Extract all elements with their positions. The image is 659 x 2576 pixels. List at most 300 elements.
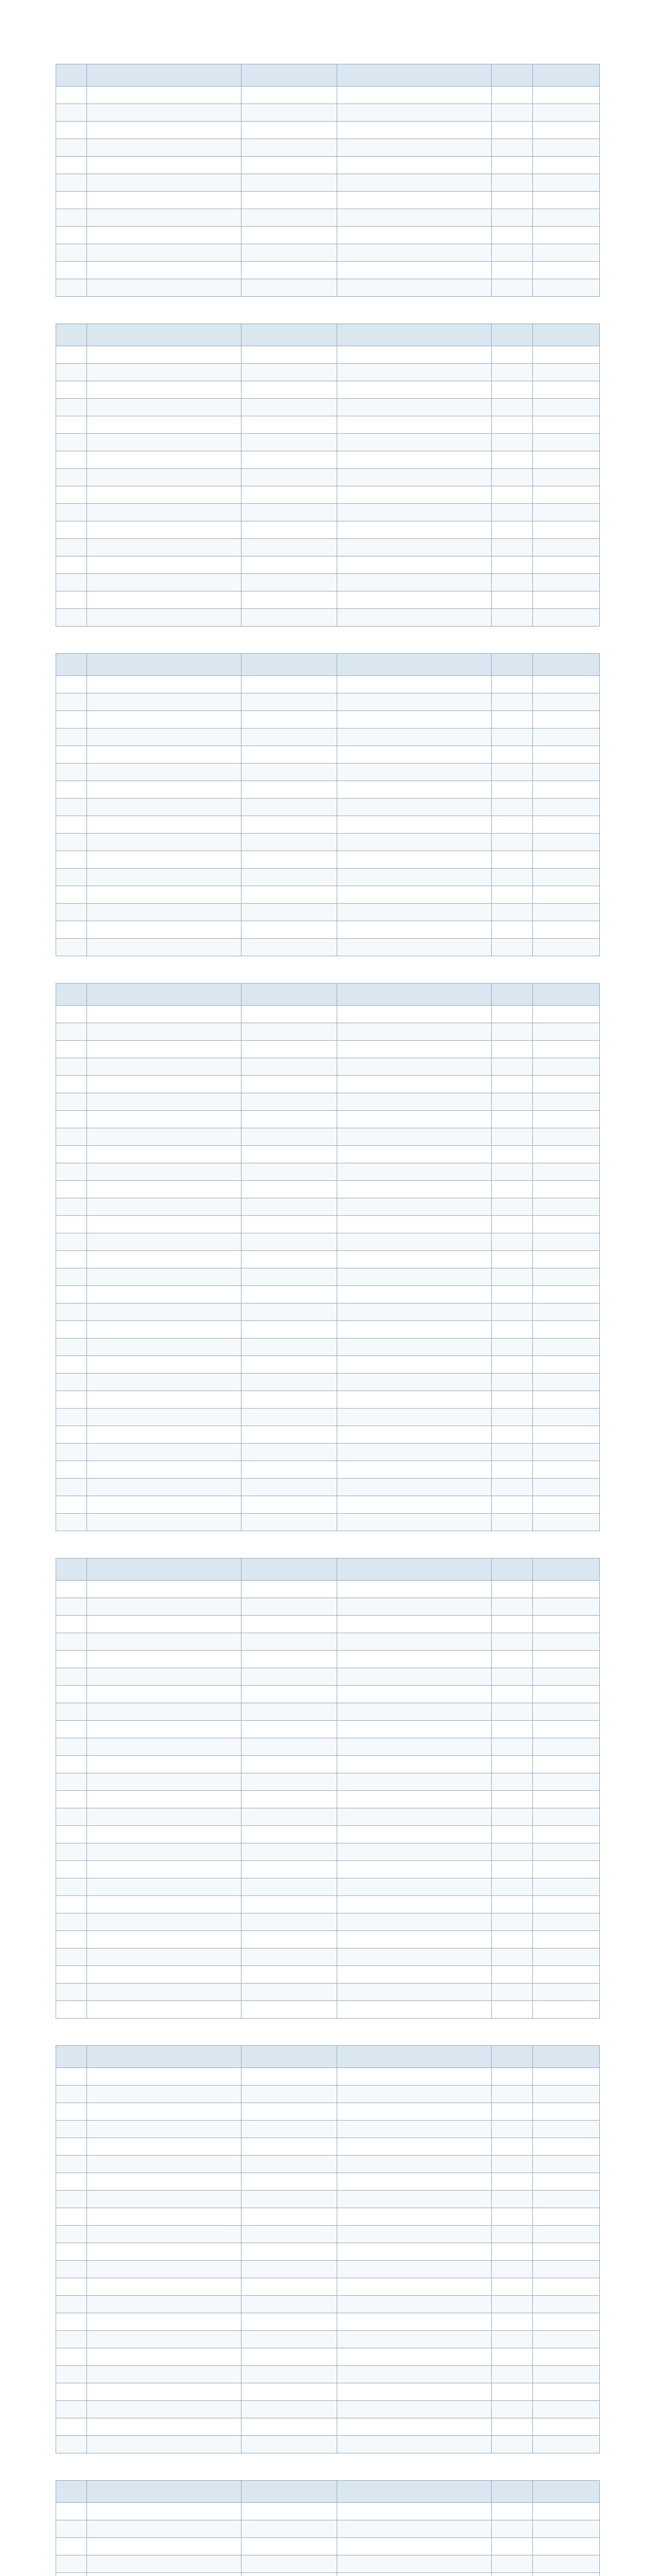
cell-number bbox=[56, 1426, 87, 1444]
cell-applicant bbox=[337, 1023, 492, 1041]
cell-origin bbox=[492, 1111, 533, 1128]
cell-applicant bbox=[337, 1721, 492, 1738]
cell-date bbox=[533, 851, 600, 869]
cell-applicant bbox=[337, 1668, 492, 1686]
cell-chinese-name bbox=[87, 1356, 241, 1374]
header-number bbox=[56, 654, 87, 676]
cell-origin bbox=[492, 556, 533, 574]
cell-applicant bbox=[337, 1163, 492, 1181]
cell-origin bbox=[492, 676, 533, 693]
cell-date bbox=[533, 2383, 600, 2401]
cell-applicant bbox=[337, 192, 492, 209]
cell-number bbox=[56, 816, 87, 834]
cell-applicant bbox=[337, 746, 492, 764]
cell-origin bbox=[492, 227, 533, 244]
cell-registration-number bbox=[241, 1651, 337, 1668]
cell-chinese-name bbox=[87, 2538, 241, 2555]
cell-registration-number bbox=[241, 2331, 337, 2348]
header-registration-number bbox=[241, 654, 337, 676]
header-applicant bbox=[337, 64, 492, 87]
cell-applicant bbox=[337, 157, 492, 174]
cell-chinese-name bbox=[87, 609, 241, 626]
cell-chinese-name bbox=[87, 1128, 241, 1146]
header-applicant bbox=[337, 2046, 492, 2068]
cell-registration-number bbox=[241, 711, 337, 728]
cell-number bbox=[56, 1616, 87, 1633]
cell-registration-number bbox=[241, 1686, 337, 1703]
cell-chinese-name bbox=[87, 209, 241, 227]
cell-registration-number bbox=[241, 227, 337, 244]
header-origin bbox=[492, 654, 533, 676]
cell-applicant bbox=[337, 2520, 492, 2538]
table-row bbox=[56, 2001, 600, 2019]
table-header-row bbox=[56, 324, 600, 346]
table-row bbox=[56, 799, 600, 816]
cell-chinese-name bbox=[87, 1843, 241, 1861]
table-row bbox=[56, 1966, 600, 1984]
cell-date bbox=[533, 1756, 600, 1773]
cell-applicant bbox=[337, 1703, 492, 1721]
table-row bbox=[56, 609, 600, 626]
cell-chinese-name bbox=[87, 1093, 241, 1111]
cell-date bbox=[533, 1896, 600, 1913]
cell-date bbox=[533, 2366, 600, 2383]
cell-applicant bbox=[337, 1931, 492, 1948]
cell-number bbox=[56, 2243, 87, 2261]
cell-date bbox=[533, 2538, 600, 2555]
table-row bbox=[56, 87, 600, 104]
table-row bbox=[56, 1374, 600, 1391]
cell-origin bbox=[492, 1651, 533, 1668]
cell-registration-number bbox=[241, 816, 337, 834]
cell-registration-number bbox=[241, 434, 337, 451]
cell-applicant bbox=[337, 1076, 492, 1093]
cell-date bbox=[533, 2418, 600, 2436]
cell-registration-number bbox=[241, 2436, 337, 2453]
cell-chinese-name bbox=[87, 244, 241, 262]
cell-origin bbox=[492, 1686, 533, 1703]
table-row bbox=[56, 2366, 600, 2383]
cell-date bbox=[533, 676, 600, 693]
cell-origin bbox=[492, 1581, 533, 1598]
cell-registration-number bbox=[241, 486, 337, 504]
table-row bbox=[56, 2313, 600, 2331]
header-chinese-name bbox=[87, 2046, 241, 2068]
cell-number bbox=[56, 1111, 87, 1128]
cell-registration-number bbox=[241, 609, 337, 626]
table-row bbox=[56, 886, 600, 904]
cell-applicant bbox=[337, 451, 492, 469]
cell-origin bbox=[492, 2121, 533, 2138]
table-row bbox=[56, 904, 600, 921]
cell-origin bbox=[492, 904, 533, 921]
cell-applicant bbox=[337, 1391, 492, 1409]
cell-registration-number bbox=[241, 728, 337, 746]
cell-date bbox=[533, 1773, 600, 1791]
table-row bbox=[56, 1444, 600, 1461]
cell-registration-number bbox=[241, 381, 337, 399]
cell-registration-number bbox=[241, 1251, 337, 1268]
cell-applicant bbox=[337, 1808, 492, 1826]
table-row bbox=[56, 591, 600, 609]
cell-chinese-name bbox=[87, 1756, 241, 1773]
cell-origin bbox=[492, 1198, 533, 1216]
cell-applicant bbox=[337, 1461, 492, 1479]
cell-applicant bbox=[337, 1984, 492, 2001]
cell-chinese-name bbox=[87, 469, 241, 486]
cell-number bbox=[56, 2418, 87, 2436]
cell-number bbox=[56, 1041, 87, 1058]
header-chinese-name bbox=[87, 654, 241, 676]
cell-applicant bbox=[337, 1321, 492, 1338]
cell-applicant bbox=[337, 1878, 492, 1896]
cell-date bbox=[533, 279, 600, 297]
table-row bbox=[56, 869, 600, 886]
cell-applicant bbox=[337, 939, 492, 956]
cell-origin bbox=[492, 1756, 533, 1773]
cell-chinese-name bbox=[87, 2191, 241, 2208]
cell-origin bbox=[492, 764, 533, 781]
cell-chinese-name bbox=[87, 1444, 241, 1461]
cell-registration-number bbox=[241, 504, 337, 521]
cell-chinese-name bbox=[87, 2503, 241, 2520]
cell-chinese-name bbox=[87, 1006, 241, 1023]
cell-number bbox=[56, 2156, 87, 2173]
cell-origin bbox=[492, 1058, 533, 1076]
cell-applicant bbox=[337, 728, 492, 746]
table-row bbox=[56, 486, 600, 504]
cell-registration-number bbox=[241, 921, 337, 939]
cell-chinese-name bbox=[87, 711, 241, 728]
cell-chinese-name bbox=[87, 1878, 241, 1896]
cell-origin bbox=[492, 1721, 533, 1738]
cell-date bbox=[533, 2191, 600, 2208]
cell-chinese-name bbox=[87, 886, 241, 904]
table-row bbox=[56, 2103, 600, 2121]
header-number bbox=[56, 1558, 87, 1581]
table-row bbox=[56, 1146, 600, 1163]
cell-origin bbox=[492, 1896, 533, 1913]
cell-origin bbox=[492, 1233, 533, 1251]
cell-number bbox=[56, 346, 87, 364]
cell-date bbox=[533, 693, 600, 711]
cell-date bbox=[533, 2573, 600, 2576]
cell-registration-number bbox=[241, 574, 337, 591]
cell-registration-number bbox=[241, 764, 337, 781]
cell-applicant bbox=[337, 2001, 492, 2019]
cell-date bbox=[533, 2121, 600, 2138]
cell-applicant bbox=[337, 693, 492, 711]
table-row bbox=[56, 364, 600, 381]
cell-number bbox=[56, 1391, 87, 1409]
table-row bbox=[56, 1023, 600, 1041]
table-row bbox=[56, 1808, 600, 1826]
cell-origin bbox=[492, 1216, 533, 1233]
cell-chinese-name bbox=[87, 1633, 241, 1651]
cell-chinese-name bbox=[87, 869, 241, 886]
table-row bbox=[56, 1738, 600, 1756]
cell-registration-number bbox=[241, 157, 337, 174]
cell-date bbox=[533, 711, 600, 728]
table-row bbox=[56, 1756, 600, 1773]
cell-applicant bbox=[337, 469, 492, 486]
cell-origin bbox=[492, 2366, 533, 2383]
cell-date bbox=[533, 157, 600, 174]
table-row bbox=[56, 262, 600, 279]
cell-number bbox=[56, 2573, 87, 2576]
cell-number bbox=[56, 904, 87, 921]
page-title bbox=[0, 0, 659, 61]
cell-date bbox=[533, 1598, 600, 1616]
cell-applicant bbox=[337, 87, 492, 104]
cell-number bbox=[56, 1496, 87, 1514]
table-row bbox=[56, 1058, 600, 1076]
table-row bbox=[56, 1878, 600, 1896]
cell-registration-number bbox=[241, 1773, 337, 1791]
cell-registration-number bbox=[241, 2103, 337, 2121]
cell-applicant bbox=[337, 1409, 492, 1426]
cell-origin bbox=[492, 2520, 533, 2538]
cell-applicant bbox=[337, 574, 492, 591]
cell-registration-number bbox=[241, 1006, 337, 1023]
cell-number bbox=[56, 227, 87, 244]
cell-registration-number bbox=[241, 416, 337, 434]
table-row bbox=[56, 1268, 600, 1286]
cell-applicant bbox=[337, 799, 492, 816]
cell-origin bbox=[492, 2573, 533, 2576]
cell-date bbox=[533, 139, 600, 157]
cell-chinese-name bbox=[87, 2436, 241, 2453]
cell-origin bbox=[492, 2243, 533, 2261]
cell-date bbox=[533, 1303, 600, 1321]
cell-number bbox=[56, 1286, 87, 1303]
cell-applicant bbox=[337, 1581, 492, 1598]
cell-applicant bbox=[337, 2191, 492, 2208]
cell-chinese-name bbox=[87, 1198, 241, 1216]
cell-origin bbox=[492, 2418, 533, 2436]
table-row bbox=[56, 469, 600, 486]
cell-chinese-name bbox=[87, 1948, 241, 1966]
cell-origin bbox=[492, 262, 533, 279]
cell-date bbox=[533, 1006, 600, 1023]
cell-origin bbox=[492, 728, 533, 746]
cell-registration-number bbox=[241, 1303, 337, 1321]
table-row bbox=[56, 2156, 600, 2173]
cell-applicant bbox=[337, 504, 492, 521]
cell-date bbox=[533, 1216, 600, 1233]
cell-registration-number bbox=[241, 2538, 337, 2555]
cell-applicant bbox=[337, 1198, 492, 1216]
cell-applicant bbox=[337, 209, 492, 227]
cell-origin bbox=[492, 2278, 533, 2296]
table-row bbox=[56, 209, 600, 227]
cell-registration-number bbox=[241, 1479, 337, 1496]
table-row bbox=[56, 1703, 600, 1721]
cell-origin bbox=[492, 1633, 533, 1651]
cell-date bbox=[533, 486, 600, 504]
cell-number bbox=[56, 1721, 87, 1738]
table-row bbox=[56, 1093, 600, 1111]
cell-chinese-name bbox=[87, 2331, 241, 2348]
table-row bbox=[56, 1896, 600, 1913]
cell-chinese-name bbox=[87, 2121, 241, 2138]
cell-date bbox=[533, 1041, 600, 1058]
cell-registration-number bbox=[241, 2313, 337, 2331]
table-row bbox=[56, 574, 600, 591]
cell-applicant bbox=[337, 1773, 492, 1791]
cell-registration-number bbox=[241, 399, 337, 416]
cell-chinese-name bbox=[87, 2226, 241, 2243]
table-row bbox=[56, 157, 600, 174]
cell-date bbox=[533, 2156, 600, 2173]
cell-origin bbox=[492, 1461, 533, 1479]
cell-number bbox=[56, 2226, 87, 2243]
cell-registration-number bbox=[241, 2366, 337, 2383]
table-row bbox=[56, 1984, 600, 2001]
cell-date bbox=[533, 2436, 600, 2453]
cell-origin bbox=[492, 1668, 533, 1686]
cell-registration-number bbox=[241, 2173, 337, 2191]
cell-chinese-name bbox=[87, 1181, 241, 1198]
cell-applicant bbox=[337, 2436, 492, 2453]
cell-date bbox=[533, 1913, 600, 1931]
header-date bbox=[533, 984, 600, 1006]
cell-number bbox=[56, 693, 87, 711]
header-number bbox=[56, 324, 87, 346]
cell-applicant bbox=[337, 1896, 492, 1913]
cell-origin bbox=[492, 1791, 533, 1808]
cell-origin bbox=[492, 1703, 533, 1721]
table-row bbox=[56, 1251, 600, 1268]
header-origin bbox=[492, 2481, 533, 2503]
cell-origin bbox=[492, 2191, 533, 2208]
cell-date bbox=[533, 764, 600, 781]
table-row bbox=[56, 2573, 600, 2576]
cell-origin bbox=[492, 1826, 533, 1843]
cell-date bbox=[533, 1093, 600, 1111]
cell-date bbox=[533, 2348, 600, 2366]
cell-origin bbox=[492, 609, 533, 626]
table-row bbox=[56, 1321, 600, 1338]
table-row bbox=[56, 1111, 600, 1128]
cell-date bbox=[533, 2278, 600, 2296]
cell-applicant bbox=[337, 2503, 492, 2520]
cell-number bbox=[56, 1303, 87, 1321]
cell-applicant bbox=[337, 2296, 492, 2313]
registration-table bbox=[56, 983, 600, 1531]
table-row bbox=[56, 816, 600, 834]
cell-registration-number bbox=[241, 2001, 337, 2019]
cell-origin bbox=[492, 1409, 533, 1426]
header-chinese-name bbox=[87, 2481, 241, 2503]
cell-chinese-name bbox=[87, 1496, 241, 1514]
cell-number bbox=[56, 834, 87, 851]
cell-registration-number bbox=[241, 2086, 337, 2103]
table-row bbox=[56, 2068, 600, 2086]
cell-number bbox=[56, 851, 87, 869]
cell-date bbox=[533, 1861, 600, 1878]
cell-chinese-name bbox=[87, 2555, 241, 2573]
cell-date bbox=[533, 1426, 600, 1444]
cell-chinese-name bbox=[87, 1076, 241, 1093]
cell-origin bbox=[492, 781, 533, 799]
cell-chinese-name bbox=[87, 1808, 241, 1826]
table-row bbox=[56, 2418, 600, 2436]
header-registration-number bbox=[241, 324, 337, 346]
cell-date bbox=[533, 869, 600, 886]
table-row bbox=[56, 1773, 600, 1791]
cell-applicant bbox=[337, 1598, 492, 1616]
cell-number bbox=[56, 1023, 87, 1041]
cell-registration-number bbox=[241, 2138, 337, 2156]
cell-chinese-name bbox=[87, 921, 241, 939]
cell-chinese-name bbox=[87, 1426, 241, 1444]
cell-chinese-name bbox=[87, 1791, 241, 1808]
cell-number bbox=[56, 1163, 87, 1181]
header-chinese-name bbox=[87, 1558, 241, 1581]
cell-chinese-name bbox=[87, 192, 241, 209]
cell-date bbox=[533, 1581, 600, 1598]
cell-date bbox=[533, 2503, 600, 2520]
cell-applicant bbox=[337, 1251, 492, 1268]
table-row bbox=[56, 521, 600, 539]
cell-number bbox=[56, 1321, 87, 1338]
cell-registration-number bbox=[241, 799, 337, 816]
cell-registration-number bbox=[241, 556, 337, 574]
cell-date bbox=[533, 1286, 600, 1303]
cell-chinese-name bbox=[87, 2348, 241, 2366]
cell-number bbox=[56, 1668, 87, 1686]
cell-chinese-name bbox=[87, 539, 241, 556]
table-row bbox=[56, 1861, 600, 1878]
cell-registration-number bbox=[241, 139, 337, 157]
cell-applicant bbox=[337, 2418, 492, 2436]
cell-origin bbox=[492, 87, 533, 104]
table-row bbox=[56, 2383, 600, 2401]
cell-date bbox=[533, 521, 600, 539]
cell-number bbox=[56, 1686, 87, 1703]
cell-date bbox=[533, 1948, 600, 1966]
cell-applicant bbox=[337, 1826, 492, 1843]
cell-date bbox=[533, 904, 600, 921]
cell-applicant bbox=[337, 2208, 492, 2226]
cell-chinese-name bbox=[87, 1338, 241, 1356]
cell-number bbox=[56, 2555, 87, 2573]
cell-applicant bbox=[337, 781, 492, 799]
cell-chinese-name bbox=[87, 1616, 241, 1633]
header-date bbox=[533, 2481, 600, 2503]
cell-origin bbox=[492, 1616, 533, 1633]
cell-origin bbox=[492, 2383, 533, 2401]
table-row bbox=[56, 1581, 600, 1598]
cell-number bbox=[56, 1826, 87, 1843]
cell-chinese-name bbox=[87, 1773, 241, 1791]
cell-number bbox=[56, 1461, 87, 1479]
cell-number bbox=[56, 2191, 87, 2208]
cell-origin bbox=[492, 869, 533, 886]
cell-applicant bbox=[337, 1913, 492, 1931]
cell-registration-number bbox=[241, 1461, 337, 1479]
cell-registration-number bbox=[241, 1338, 337, 1356]
table-row bbox=[56, 2208, 600, 2226]
cell-applicant bbox=[337, 279, 492, 297]
cell-chinese-name bbox=[87, 1374, 241, 1391]
cell-date bbox=[533, 1111, 600, 1128]
cell-number bbox=[56, 1356, 87, 1374]
cell-number bbox=[56, 2383, 87, 2401]
cell-applicant bbox=[337, 244, 492, 262]
cell-number bbox=[56, 1338, 87, 1356]
